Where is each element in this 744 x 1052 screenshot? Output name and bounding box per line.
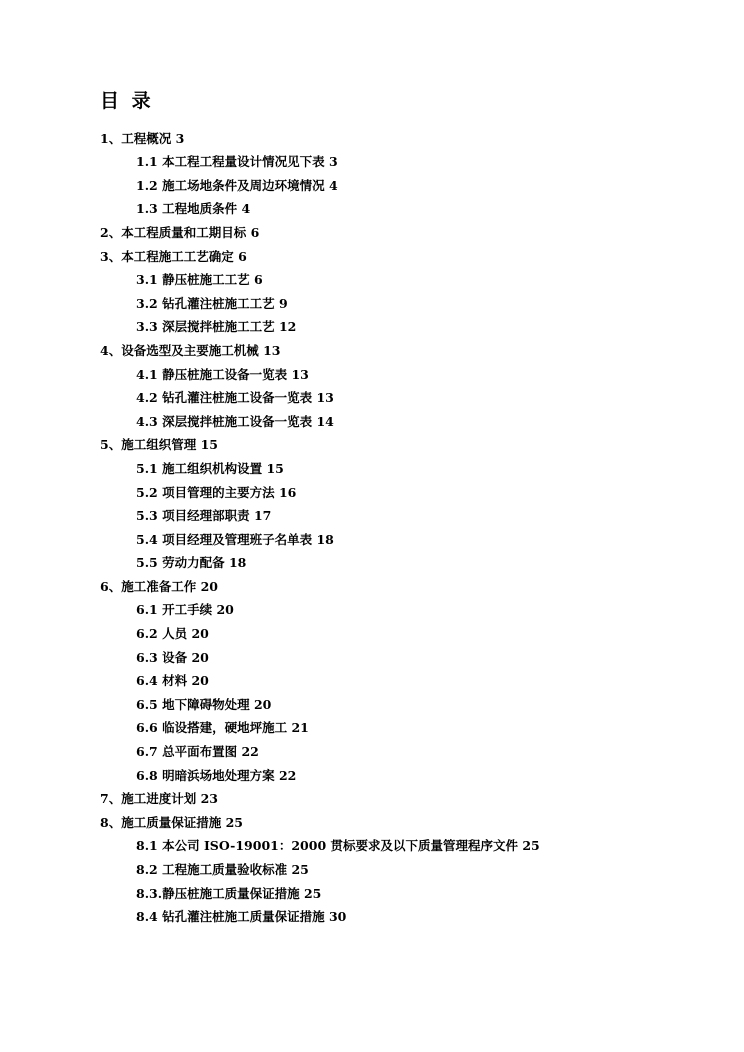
toc-entry-label: 8.1 本公司 ISO-19001：2000 贯标要求及以下质量管理程序文件	[136, 838, 518, 854]
toc-entry[interactable]	[100, 669, 684, 693]
toc-entry-page-number: 23	[200, 791, 218, 807]
toc-entry[interactable]	[100, 127, 684, 151]
toc-entry-page-number: 20	[191, 673, 209, 689]
toc-entry[interactable]	[100, 528, 684, 552]
toc-entry-page-number: 20	[216, 602, 234, 618]
toc-entry-page-number: 25	[303, 885, 322, 901]
toc-entry[interactable]	[100, 646, 684, 670]
toc-entry[interactable]	[100, 221, 684, 245]
toc-entry-label: 4.1 静压桩施工设备一览表	[136, 366, 288, 382]
toc-entry-label: 1.1 本工程工程量设计情况见下表	[136, 154, 325, 170]
toc-entry[interactable]	[100, 174, 684, 198]
toc-entry-page-number: 25	[291, 862, 309, 877]
toc-entry-label: 5.3 项目经理部职责	[136, 508, 250, 524]
toc-entry[interactable]	[100, 551, 684, 575]
toc-entry-label: 3.2 钻孔灌注桩施工工艺	[136, 295, 275, 311]
toc-entry[interactable]	[100, 622, 684, 646]
toc-entry-page-number: 20	[253, 696, 272, 712]
toc-entry-page-number: 14	[316, 413, 334, 429]
toc-entry-label: 5.2 项目管理的主要方法	[136, 484, 275, 500]
toc-entry-page-number: 12	[278, 319, 297, 335]
table-of-contents	[100, 127, 684, 929]
toc-entry-label: 6.4 材料	[136, 673, 188, 689]
toc-entry-page-number: 18	[316, 531, 334, 547]
toc-entry[interactable]	[100, 245, 684, 269]
toc-entry[interactable]	[100, 481, 684, 505]
toc-entry[interactable]	[100, 598, 684, 622]
toc-entry-label: 6.7 总平面布置图	[136, 744, 238, 760]
toc-entry[interactable]	[100, 811, 684, 835]
toc-entry[interactable]	[100, 339, 684, 363]
toc-entry-page-number: 6	[238, 248, 247, 264]
toc-entry-label: 1、工程概况	[100, 130, 172, 146]
toc-entry[interactable]	[100, 197, 684, 221]
toc-entry-page-number: 13	[263, 342, 281, 358]
toc-entry-label: 5.4 项目经理及管理班子名单表	[136, 531, 313, 547]
toc-entry-page-number: 30	[328, 909, 347, 925]
toc-entry-label: 5.1 施工组织机构设置	[136, 460, 263, 476]
toc-entry-label: 8、施工质量保证措施	[100, 814, 222, 830]
toc-entry[interactable]	[100, 740, 684, 764]
toc-entry[interactable]	[100, 693, 684, 717]
toc-entry-label: 7、施工进度计划	[100, 791, 197, 807]
toc-entry-page-number: 15	[200, 437, 218, 453]
toc-entry[interactable]	[100, 315, 684, 339]
toc-entry-label: 2、本工程质量和工期目标	[100, 224, 247, 240]
toc-entry-page-number: 18	[228, 555, 247, 571]
toc-entry[interactable]	[100, 386, 684, 410]
toc-entry[interactable]	[100, 363, 684, 387]
toc-entry-label: 6.8 明暗浜场地处理方案	[136, 767, 275, 783]
toc-entry-page-number: 25	[522, 838, 540, 854]
toc-entry[interactable]	[100, 882, 684, 906]
toc-entry-label: 4.2 钻孔灌注桩施工设备一览表	[136, 390, 313, 406]
toc-entry-page-number: 6	[253, 272, 263, 288]
toc-entry[interactable]	[100, 787, 684, 811]
toc-entry[interactable]	[100, 268, 684, 292]
toc-entry-label: 8.3.静压桩施工质量保证措施	[136, 885, 300, 901]
toc-entry-page-number: 13	[291, 366, 309, 382]
toc-entry-page-number: 3	[328, 154, 338, 170]
toc-entry-page-number: 16	[278, 484, 297, 500]
toc-entry-page-number: 21	[291, 720, 309, 736]
toc-entry-label: 1.2 施工场地条件及周边环境情况	[136, 177, 325, 193]
toc-entry[interactable]	[100, 764, 684, 788]
toc-entry-label: 6.6 临设搭建，硬地坪施工	[136, 720, 288, 736]
toc-entry-page-number: 3	[175, 130, 185, 146]
toc-entry-page-number: 25	[225, 814, 243, 830]
toc-entry-page-number: 22	[241, 744, 259, 760]
toc-entry[interactable]	[100, 858, 684, 882]
toc-entry-label: 8.2 工程施工质量验收标准	[136, 862, 288, 877]
toc-entry-label: 5.5 劳动力配备	[136, 555, 225, 571]
toc-entry[interactable]	[100, 504, 684, 528]
toc-entry-label: 3、本工程施工工艺确定	[100, 248, 234, 264]
toc-entry-page-number: 17	[253, 508, 272, 524]
toc-entry-page-number: 20	[191, 649, 209, 665]
toc-entry-label: 8.4 钻孔灌注桩施工质量保证措施	[136, 909, 325, 925]
toc-entry[interactable]	[100, 905, 684, 929]
toc-entry-label: 4.3 深层搅拌桩施工设备一览表	[136, 413, 313, 429]
toc-entry-label: 6.2 人员	[136, 626, 188, 642]
toc-entry-label: 3.1 静压桩施工工艺	[136, 272, 250, 288]
toc-entry[interactable]	[100, 575, 684, 599]
toc-entry[interactable]	[100, 150, 684, 174]
toc-entry-page-number: 13	[316, 390, 334, 406]
toc-entry-label: 6.5 地下障碍物处理	[136, 696, 250, 712]
toc-entry-page-number: 15	[266, 460, 284, 476]
toc-entry-label: 3.3 深层搅拌桩施工工艺	[136, 319, 275, 335]
toc-entry-page-number: 22	[278, 767, 297, 783]
toc-entry[interactable]	[100, 457, 684, 481]
toc-entry-page-number: 9	[278, 295, 288, 311]
toc-entry-label: 1.3 工程地质条件	[136, 201, 238, 217]
toc-entry-page-number: 4	[241, 201, 251, 217]
toc-entry-label: 4、设备选型及主要施工机械	[100, 342, 259, 358]
toc-entry-page-number: 20	[200, 578, 218, 594]
toc-entry-page-number: 6	[250, 224, 260, 240]
toc-entry-page-number: 4	[328, 177, 338, 193]
toc-entry[interactable]	[100, 410, 684, 434]
toc-entry[interactable]	[100, 834, 684, 858]
toc-entry-label: 6.3 设备	[136, 649, 188, 665]
toc-entry-label: 6、施工准备工作	[100, 578, 197, 594]
toc-entry-label: 5、施工组织管理	[100, 437, 197, 453]
toc-entry-page-number: 20	[191, 626, 209, 642]
toc-entry[interactable]	[100, 433, 684, 457]
toc-entry-label: 6.1 开工手续	[136, 602, 213, 618]
toc-entry[interactable]	[100, 716, 684, 740]
toc-entry[interactable]	[100, 292, 684, 316]
page-title: 目 录	[100, 90, 154, 112]
